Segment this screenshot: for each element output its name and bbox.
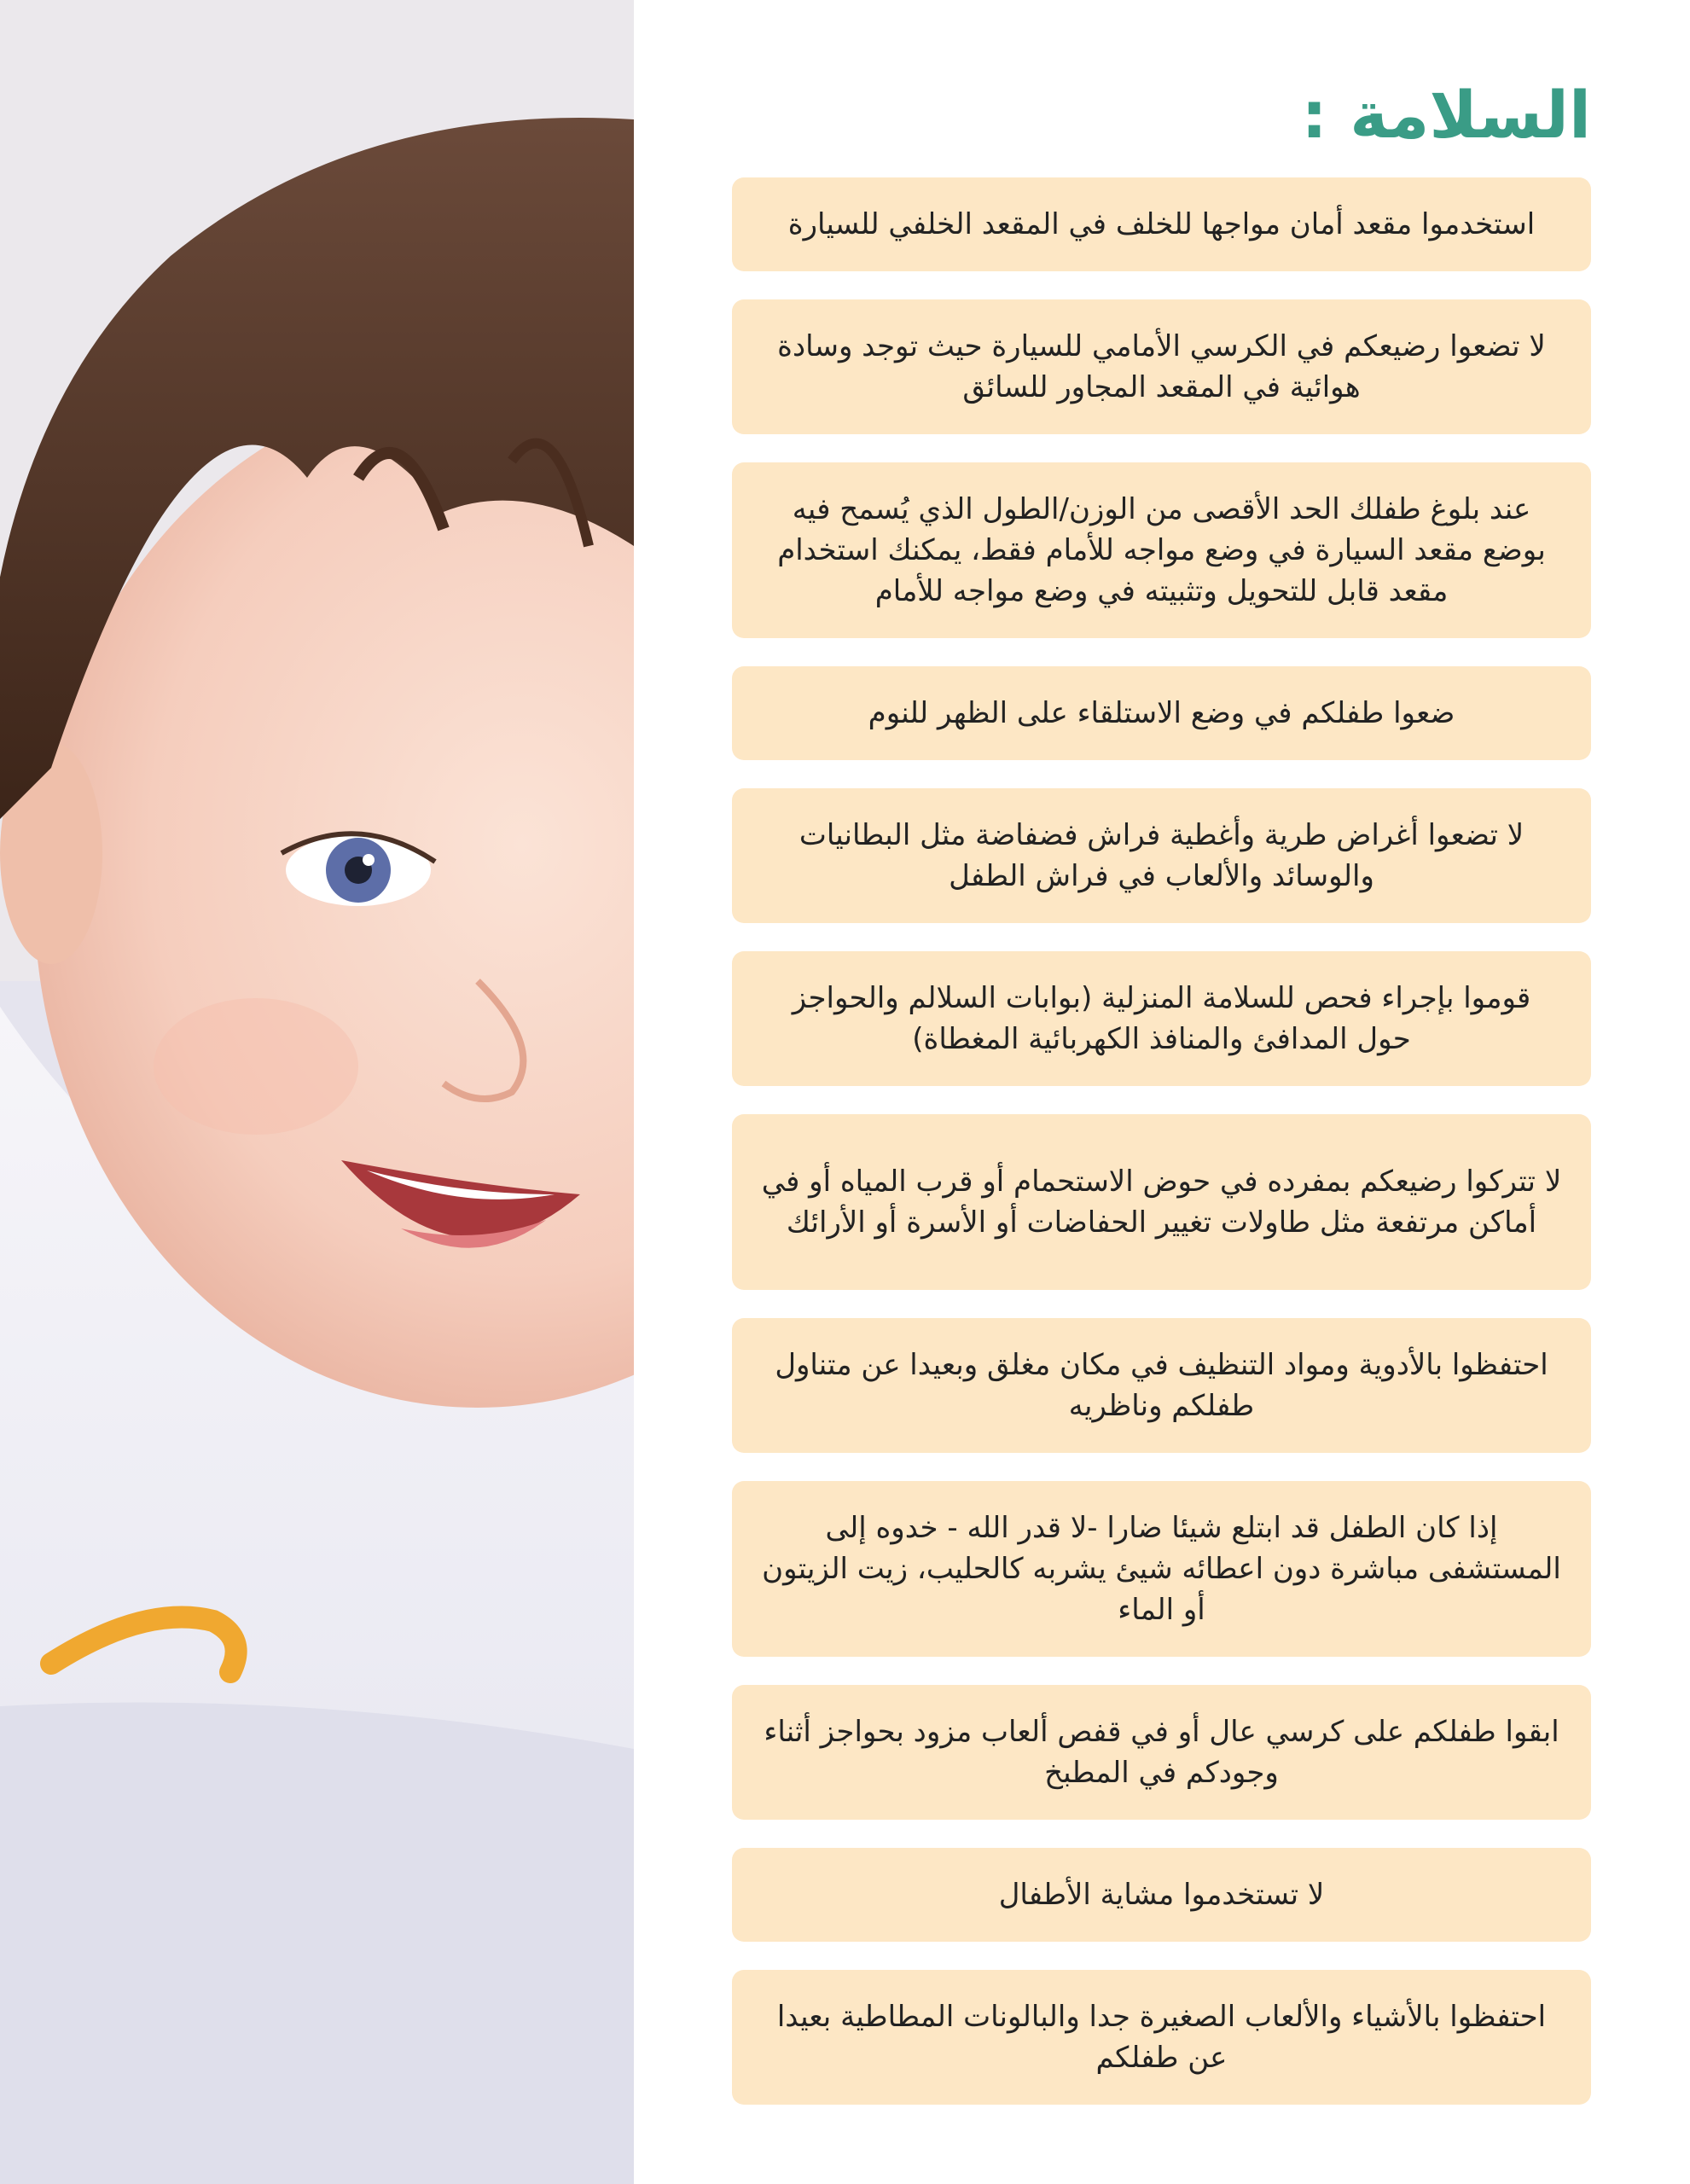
tip-card: لا تتركوا رضيعكم بمفرده في حوض الاستحمام أو قرب المياه أو في أماكن مرتفعة مثل طاولات تغيير الحفاضات أو الأسرة أو الأرائك <box>732 1114 1591 1290</box>
baby-photo <box>0 0 634 2184</box>
tip-card: ابقوا طفلكم على كرسي عال أو في قفص ألعاب مزود بحواجز أثناء وجودكم في المطبخ <box>732 1685 1591 1820</box>
tip-card: استخدموا مقعد أمان مواجها للخلف في المقعد الخلفي للسيارة <box>732 177 1591 271</box>
tip-card: إذا كان الطفل قد ابتلع شيئا ضارا -لا قدر الله - خدوه إلى المستشفى مباشرة دون اعطائه شيئ يشربه كالحليب، زيت الزيتون أو الماء <box>732 1481 1591 1657</box>
tip-card: لا تضعوا أغراض طرية وأغطية فراش فضفاضة مثل البطانيات والوسائد والألعاب في فراش الطفل <box>732 788 1591 923</box>
baby-photo-illustration <box>0 0 634 2184</box>
tip-card: احتفظوا بالأدوية ومواد التنظيف في مكان مغلق وبعيدا عن متناول طفلكم وناظريه <box>732 1318 1591 1453</box>
tip-card: عند بلوغ طفلك الحد الأقصى من الوزن/الطول الذي يُسمح فيه بوضع مقعد السيارة في وضع مواجه للأمام فقط، يمكنك استخدام مقعد قابل للتحويل وتثبيته في وضع مواجه للأمام <box>732 462 1591 638</box>
tip-card: احتفظوا بالأشياء والألعاب الصغيرة جدا والبالونات المطاطية بعيدا عن طفلكم <box>732 1970 1591 2105</box>
tip-card: قوموا بإجراء فحص للسلامة المنزلية (بوابات السلالم والحواجز حول المدافئ والمنافذ الكهربائية المغطاة) <box>732 951 1591 1086</box>
tip-card: ضعوا طفلكم في وضع الاستلقاء على الظهر للنوم <box>732 666 1591 760</box>
safety-section <box>732 68 1591 2133</box>
tip-card: لا تستخدموا مشاية الأطفال <box>732 1848 1591 1942</box>
section-title: السلامة : <box>1301 77 1591 153</box>
tip-card: لا تضعوا رضيعكم في الكرسي الأمامي للسيارة حيث توجد وسادة هوائية في المقعد المجاور للسائق <box>732 299 1591 434</box>
